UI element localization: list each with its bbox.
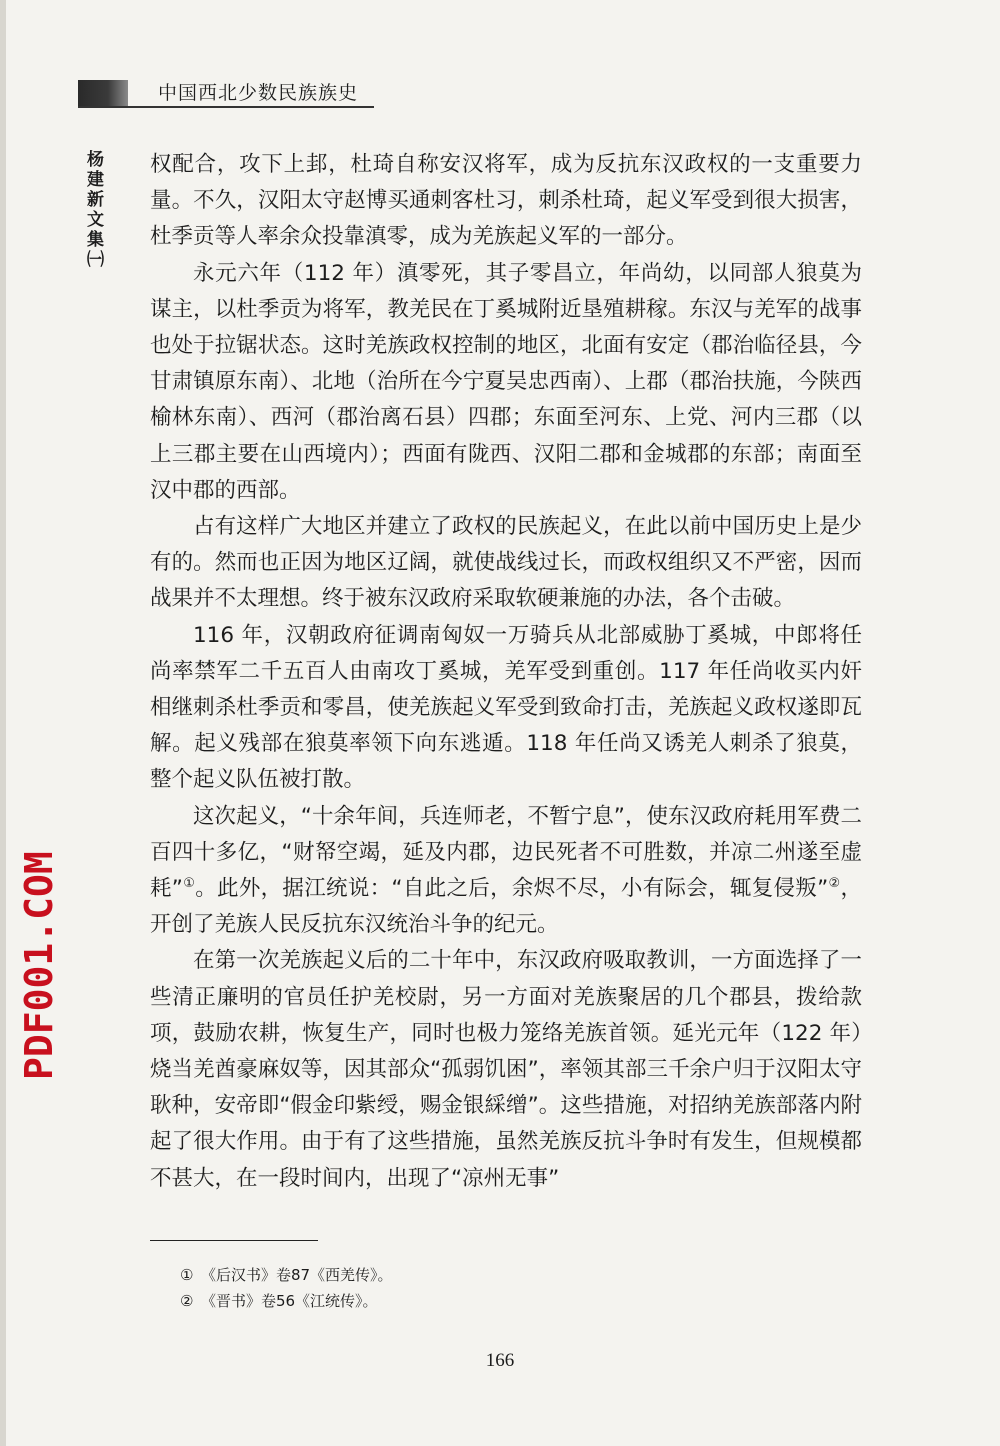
footnote-rule xyxy=(150,1240,318,1241)
paragraph: 116 年，汉朝政府征调南匈奴一万骑兵从北部威胁丁奚城，中郎将任尚率禁军二千五百人由南攻丁奚城，羌军受到重创。117 年任尚收买内奸相继刺杀杜季贡和零昌，使羌族起义军受到致命打击，羌族起义政权遂即瓦解。起义残部在狼莫率领下向东逃遁。118 年任尚又诱羌人刺杀了狼莫，整个起义队伍被打散。 xyxy=(150,622,862,793)
watermark-text: PDF001.COM xyxy=(17,851,61,1080)
footnote-1: ① 《后汉书》卷87《西羌传》。 xyxy=(180,1266,393,1284)
footnote-2: ② 《晋书》卷56《江统传》。 xyxy=(180,1292,378,1310)
footnote-ref-2[interactable]: ② xyxy=(828,875,841,891)
main-text xyxy=(150,147,862,1197)
paragraph: 占有这样广大地区并建立了政权的民族起义，在此以前中国历史上是少有的。然而也正因为地区辽阔，就使战线过长，而政权组织又不严密，因而战果并不太理想。终于被东汉政府采取软硬兼施的办法，各个击破。 xyxy=(150,514,862,612)
page-edge-shadow xyxy=(0,0,6,1446)
series-title-vertical: 杨建新文集㈠ xyxy=(83,150,103,270)
header-rule xyxy=(78,106,374,108)
paragraph-with-notes xyxy=(150,799,862,944)
running-header-title: 中国西北少数民族族史 xyxy=(158,82,359,104)
footnotes xyxy=(180,1262,393,1314)
paragraph-text: 这次起义，“十余年间，兵连师老，不暂宁息”，使东汉政府耗用军费二百四十多亿，“财帑空竭，延及内郡，边民死者不可胜数，并凉二州遂至虚耗” xyxy=(150,803,862,902)
paragraph: 在第一次羌族起义后的二十年中，东汉政府吸取教训，一方面选择了一些清正廉明的官员任护羌校尉，另一方面对羌族聚居的几个郡县，拨给款项，鼓励农耕，恢复生产，同时也极力笼络羌族首领。延光元年（122 年）烧当羌酋豪麻奴等，因其部众“孤弱饥困”，率领其部三千余户归于汉阳太守耿种，安帝即“假金印紫绶，赐金银綵缯”。这些措施，对招纳羌族部落内附起了很大作用。由于有了这些措施，虽然羌族反抗斗争时有发生，但规模都不甚大，在一段时间内，出现了“凉州无事” xyxy=(150,948,862,1191)
header-decoration-block xyxy=(78,80,128,106)
paragraph-text: 。此外，据江统说：“自此之后，余烬不尽，小有际会，辄复侵叛” xyxy=(195,876,829,902)
footnote-ref-1[interactable]: ① xyxy=(182,875,196,891)
paragraph: 权配合，攻下上邽，杜琦自称安汉将军，成为反抗东汉政权的一支重要力量。不久，汉阳太守赵博买通刺客杜习，刺杀杜琦，起义军受到很大损害，杜季贡等人率余众投靠滇零，成为羌族起义军的一部分。 xyxy=(150,152,862,250)
paragraph-text: ，开创了羌族人民反抗东汉统治斗争的纪元。 xyxy=(150,876,863,938)
page-number: 166 xyxy=(485,1350,515,1371)
paragraph: 永元六年（112 年）滇零死，其子零昌立，年尚幼，以同部人狼莫为谋主，以杜季贡为将军，教羌民在丁奚城附近垦殖耕稼。东汉与羌军的战事也处于拉锯状态。这时羌族政权控制的地区，北面有安定（郡治临径县，今甘肃镇原东南）、北地（治所在今宁夏吴忠西南）、上郡（郡治扶施，今陕西榆林东南）、西河（郡治离石县）四郡；东面至河东、上党、河内三郡（以上三郡主要在山西境内）；西面有陇西、汉阳二郡和金城郡的东部；南面至汉中郡的西部。 xyxy=(150,260,862,503)
